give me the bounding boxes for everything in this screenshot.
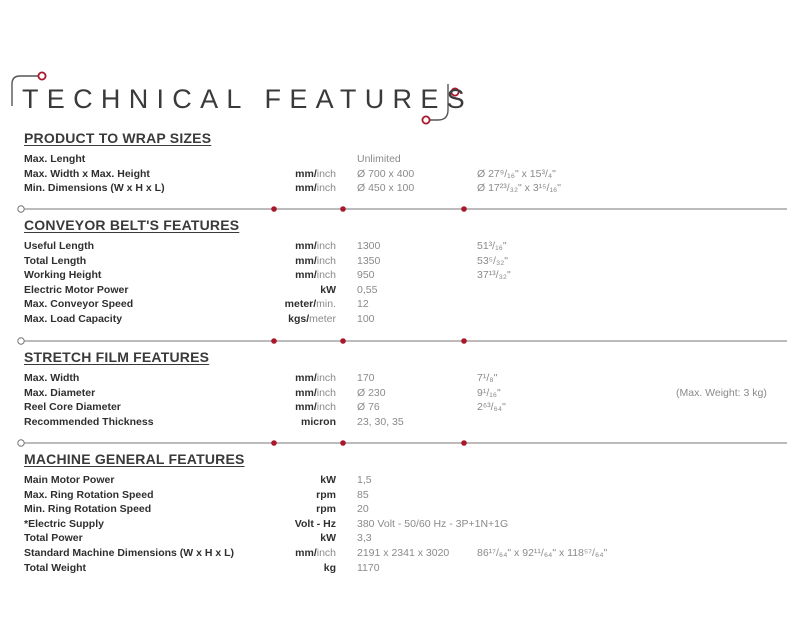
unit-primary: Volt - Hz (294, 517, 336, 530)
spec-unit (295, 268, 336, 283)
spec-row (0, 546, 800, 561)
divider-dot (461, 440, 467, 446)
divider-end-ring (18, 338, 24, 344)
section-heading: CONVEYOR BELT'S FEATURES (24, 217, 240, 233)
spec-unit (320, 531, 336, 546)
unit-primary: mm/ (295, 167, 317, 180)
unit-primary: kW (320, 532, 336, 545)
unit-secondary: inch (316, 269, 336, 282)
spec-label: Max. Load Capacity (24, 313, 123, 325)
spec-label: Max. Width (24, 372, 80, 384)
spec-row (0, 502, 800, 517)
unit-primary: mm/ (295, 240, 317, 252)
spec-row (0, 254, 800, 269)
page-title: TECHNICAL FEATURES (22, 84, 473, 114)
divider-end-ring (18, 206, 24, 212)
unit-primary: mm/ (295, 254, 317, 267)
spec-label: Max. Conveyor Speed (24, 298, 134, 311)
spec-label: Electric Motor Power (24, 283, 129, 296)
spec-value-metric: 170 (357, 372, 375, 384)
spec-row (0, 312, 800, 327)
spec-value-metric: Ø 700 x 400 (357, 167, 415, 180)
spec-value-metric: 1,5 (357, 474, 372, 486)
divider-dot (340, 206, 346, 212)
spec-unit (295, 400, 336, 415)
unit-primary: mm/ (295, 386, 317, 399)
unit-primary: mm/ (295, 401, 317, 414)
unit-primary: meter/ (284, 298, 317, 311)
spec-label: Max. Lenght (24, 153, 86, 165)
spec-label: Max. Diameter (24, 386, 96, 399)
section-heading: STRETCH FILM FEATURES (24, 349, 210, 365)
spec-row (0, 400, 800, 415)
spec-row (0, 167, 800, 182)
unit-secondary: min. (316, 298, 336, 311)
unit-secondary: inch (316, 547, 336, 559)
spec-value-metric: 1300 (357, 240, 381, 252)
spec-row (0, 488, 800, 503)
unit-primary: mm/ (295, 547, 317, 559)
spec-row (0, 152, 800, 167)
spec-unit (295, 254, 336, 269)
spec-value-metric: 0,55 (357, 283, 378, 296)
spec-unit (295, 517, 336, 532)
section-divider (0, 438, 800, 448)
unit-secondary: inch (316, 372, 336, 384)
unit-secondary: inch (316, 182, 336, 195)
spec-unit (295, 546, 336, 561)
spec-unit (295, 239, 336, 254)
section-divider (0, 204, 800, 214)
spec-unit (295, 386, 336, 401)
unit-primary: kW (320, 474, 336, 486)
spec-value-metric: 12 (357, 298, 369, 311)
spec-label: Useful Length (24, 240, 94, 252)
spec-row (0, 415, 800, 430)
spec-value-metric: 2191 x 2341 x 3020 (357, 547, 450, 559)
spec-value-imperial: 9¹/₁₆" (477, 386, 501, 399)
divider-dot (461, 206, 467, 212)
spec-value-metric: 3,3 (357, 532, 372, 545)
unit-primary: rpm (316, 488, 336, 501)
spec-value-imperial: 2⁶³/₆₄" (477, 401, 506, 414)
spec-row (0, 283, 800, 298)
spec-value-imperial: Ø 17²³/₃₂" x 3¹⁵/₁₆" (477, 182, 561, 195)
spec-label: Recommended Thickness (24, 415, 154, 428)
spec-unit (301, 415, 336, 430)
unit-primary: mm/ (295, 372, 317, 384)
spec-value-imperial: 7¹/₈" (477, 372, 498, 384)
spec-unit (320, 283, 336, 298)
spec-label: Reel Core Diameter (24, 401, 121, 414)
unit-primary: micron (300, 415, 336, 428)
spec-note: (Max. Weight: 3 kg) (676, 386, 767, 399)
spec-label: Min. Dimensions (W x H x L) (24, 182, 165, 195)
spec-value-imperial: 37¹³/₃₂" (477, 269, 511, 282)
divider-dot (271, 338, 277, 344)
spec-row (0, 386, 800, 401)
section-divider (0, 336, 800, 346)
unit-primary: mm/ (295, 269, 317, 282)
spec-row (0, 268, 800, 283)
spec-unit (295, 181, 336, 196)
spec-value-imperial: Ø 27⁹/₁₆" x 15³/₄" (477, 167, 556, 180)
spec-value-metric: Ø 230 (357, 386, 386, 399)
spec-unit (324, 561, 336, 576)
spec-value-metric: 23, 30, 35 (357, 415, 404, 428)
spec-row (0, 517, 800, 532)
unit-primary: rpm (316, 503, 336, 516)
spec-row (0, 473, 800, 488)
unit-secondary: inch (316, 401, 336, 414)
spec-unit (295, 167, 336, 182)
unit-primary: kgs/ (288, 313, 310, 325)
divider-dot (271, 206, 277, 212)
spec-value-metric: 1170 (357, 561, 380, 574)
unit-secondary: meter (309, 313, 336, 325)
spec-label: Total Length (24, 254, 87, 267)
spec-label: Standard Machine Dimensions (W x H x L) (24, 547, 235, 559)
unit-secondary: inch (316, 254, 336, 267)
unit-primary: kg (323, 561, 336, 574)
spec-row (0, 297, 800, 312)
spec-row (0, 561, 800, 576)
spec-value-metric: 950 (357, 269, 375, 282)
spec-unit (285, 297, 336, 312)
unit-primary: mm/ (295, 182, 317, 195)
spec-row (0, 371, 800, 386)
spec-unit (316, 488, 336, 503)
spec-value-metric: 100 (357, 313, 375, 325)
spec-unit (316, 502, 336, 517)
unit-secondary: inch (316, 167, 336, 180)
spec-value-metric: Ø 450 x 100 (357, 182, 415, 195)
spec-value-metric: 380 Volt - 50/60 Hz - 3P+1N+1G (357, 517, 509, 530)
spec-label: Total Power (24, 532, 83, 545)
unit-secondary: inch (316, 240, 336, 252)
spec-row (0, 531, 800, 546)
spec-row (0, 239, 800, 254)
spec-unit (295, 371, 336, 386)
spec-label: Total Weight (24, 561, 87, 574)
divider-dot (340, 338, 346, 344)
spec-label: Working Height (24, 269, 102, 282)
spec-label: Main Motor Power (24, 474, 115, 486)
spec-label: *Electric Supply (24, 517, 104, 530)
spec-unit (320, 473, 336, 488)
spec-value-metric: Unlimited (357, 153, 401, 165)
spec-value-metric: Ø 76 (357, 401, 380, 414)
spec-row (0, 181, 800, 196)
unit-secondary: inch (316, 386, 336, 399)
spec-label: Max. Width x Max. Height (24, 167, 150, 180)
spec-value-imperial: 53⁵/₃₂" (477, 254, 509, 267)
section-heading: PRODUCT TO WRAP SIZES (24, 130, 212, 146)
spec-label: Max. Ring Rotation Speed (24, 488, 154, 501)
spec-value-imperial: 86¹⁷/₆₄" x 92¹¹/₆₄" x 118⁵⁷/₆₄" (477, 547, 608, 559)
divider-dot (340, 440, 346, 446)
spec-value-metric: 85 (357, 488, 369, 501)
divider-end-ring (18, 440, 24, 446)
spec-unit (288, 312, 336, 327)
spec-value-metric: 20 (357, 503, 369, 516)
divider-dot (271, 440, 277, 446)
spec-label: Min. Ring Rotation Speed (24, 503, 152, 516)
section-heading: MACHINE GENERAL FEATURES (24, 451, 245, 467)
spec-value-imperial: 51³/₁₆" (477, 240, 507, 252)
title-block (0, 70, 800, 130)
divider-dot (461, 338, 467, 344)
unit-primary: kW (320, 283, 336, 296)
spec-value-metric: 1350 (357, 254, 381, 267)
